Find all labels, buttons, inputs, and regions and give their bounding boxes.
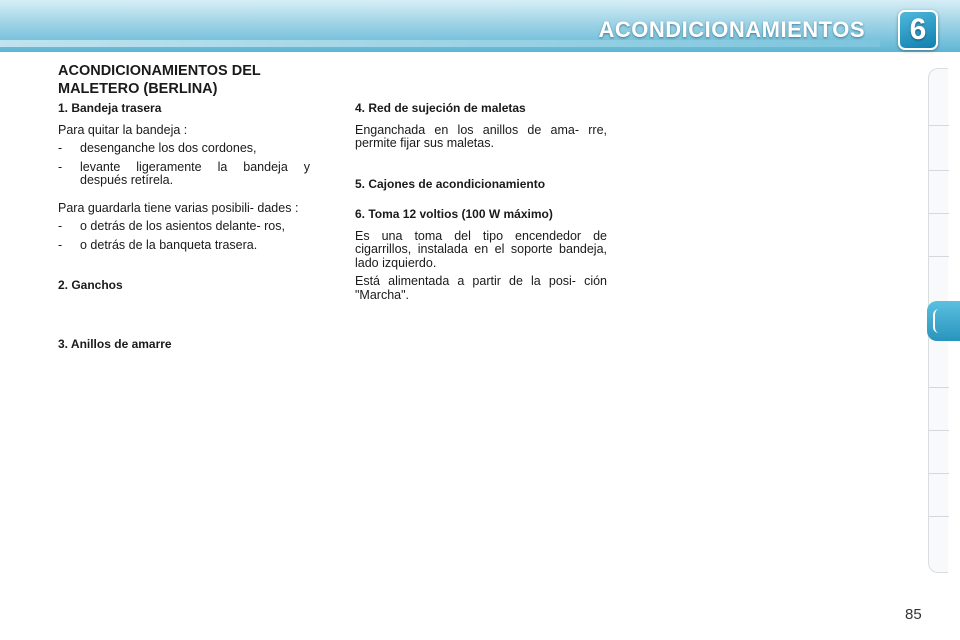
list-dash: - <box>58 141 63 155</box>
list-item-text: o detrás de los asientos delante- ros, <box>80 219 285 233</box>
list-item <box>58 142 310 156</box>
list-dash: - <box>58 219 63 233</box>
heading-red-de-sujecion: 4. Red de sujeción de maletas <box>355 101 526 115</box>
list-item <box>58 239 310 253</box>
list-dash: - <box>58 159 63 174</box>
chapter-title: ACONDICIONAMIENTOS <box>598 17 865 42</box>
paragraph-remove-intro: Para quitar la bandeja : <box>58 122 188 137</box>
list-item-text: o detrás de la banqueta trasera. <box>80 237 258 252</box>
tab-divider <box>929 516 949 517</box>
list-dash: - <box>58 237 63 252</box>
list-item-text: levante ligeramente la bandeja y después retírela. <box>80 159 310 187</box>
heading-toma-12-voltios: 6. Toma 12 voltios (100 W máximo) <box>355 207 553 221</box>
paragraph-toma-power: Está alimentada a partir de la posi- ción "Marcha". <box>355 274 607 302</box>
tab-divider <box>929 213 949 214</box>
list-item <box>58 220 310 234</box>
paragraph-red-description: Enganchada en los anillos de ama- rre, permite fijar sus maletas. <box>355 122 607 150</box>
list-item-text: desenganche los dos cordones, <box>80 141 257 155</box>
list-item <box>58 161 310 188</box>
left-column <box>58 102 310 359</box>
section-title: ACONDICIONAMIENTOS DEL MALETERO (BERLINA) <box>58 63 261 97</box>
chapter-number-badge <box>898 10 938 50</box>
heading-cajones: 5. Cajones de acondicionamiento <box>355 176 546 191</box>
tab-divider <box>929 256 949 257</box>
right-column <box>355 102 607 307</box>
chapter-header <box>0 0 960 52</box>
heading-bandeja-trasera: 1. Bandeja trasera <box>58 101 162 115</box>
paragraph-toma-description: Es una toma del tipo encendedor de cigarrillos, instalada en el soporte bandeja, lado izquierdo. <box>355 228 607 270</box>
tab-divider <box>929 125 949 126</box>
page-number: 85 <box>905 606 922 623</box>
heading-anillos-de-amarre: 3. Anillos de amarre <box>58 336 172 351</box>
tab-divider <box>929 473 949 474</box>
paragraph-storage-intro: Para guardarla tiene varias posibili- dades : <box>58 200 299 215</box>
heading-ganchos: 2. Ganchos <box>58 278 123 292</box>
tab-divider <box>929 430 949 431</box>
chapter-tab-6-active[interactable] <box>927 301 960 341</box>
chapter-number: 6 <box>909 13 927 46</box>
tab-divider <box>929 170 949 171</box>
tab-divider <box>929 387 949 388</box>
